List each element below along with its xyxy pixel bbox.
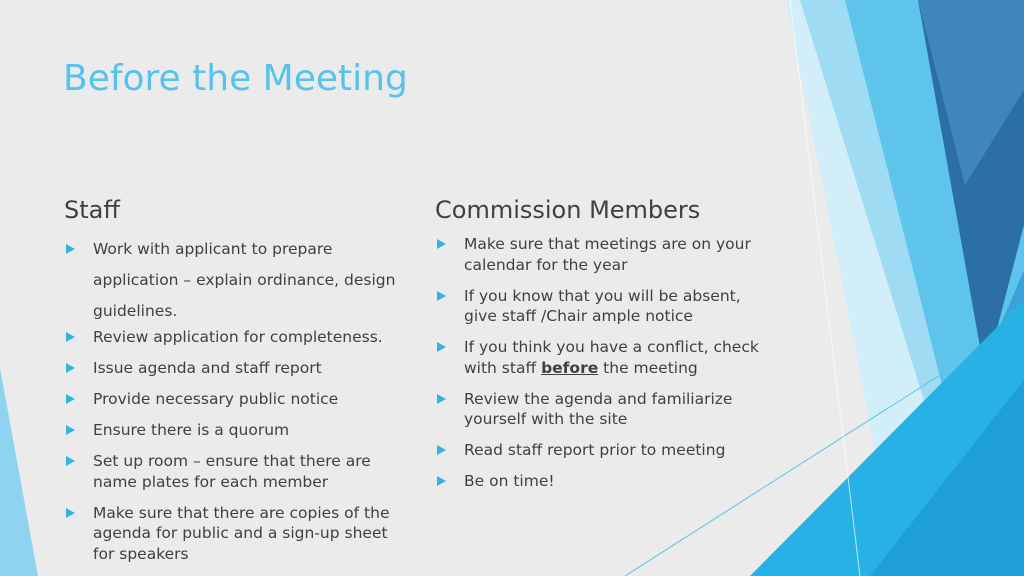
bullet-arrow-icon xyxy=(66,332,75,342)
staff-item xyxy=(64,358,404,379)
bullet-arrow-icon xyxy=(66,456,75,466)
bullet-arrow-icon xyxy=(66,508,75,518)
bullet-arrow-icon xyxy=(437,239,446,249)
member-item xyxy=(435,440,765,461)
bullet-arrow-icon xyxy=(66,394,75,404)
staff-item-text: Issue agenda and staff report xyxy=(93,358,322,377)
commission-members-list xyxy=(435,234,765,502)
staff-item-text: Set up room – ensure that there are name plates for each member xyxy=(93,451,371,491)
staff-item-text: Work with applicant to prepare application – explain ordinance, design guidelines. xyxy=(93,240,396,320)
bullet-arrow-icon xyxy=(66,363,75,373)
member-item xyxy=(435,286,765,327)
left-edge-stripe xyxy=(0,368,38,576)
staff-item xyxy=(64,327,404,348)
staff-item-text: Review application for completeness. xyxy=(93,328,383,346)
member-item xyxy=(435,337,765,378)
bullet-arrow-icon xyxy=(66,244,75,254)
member-item-text: Be on time! xyxy=(464,472,555,491)
member-item xyxy=(435,234,765,275)
bullet-arrow-icon xyxy=(437,291,446,301)
member-item-text: Make sure that meetings are on your calendar for the year xyxy=(464,235,751,274)
emphasized-word: before xyxy=(541,358,599,377)
member-item xyxy=(435,389,765,430)
bullet-arrow-icon xyxy=(437,445,446,455)
slide-title: Before the Meeting xyxy=(63,58,408,99)
bullet-arrow-icon xyxy=(437,476,446,486)
member-item-text: Review the agenda and familiarize yourself with the site xyxy=(464,389,733,429)
member-item-text: Read staff report prior to meeting xyxy=(464,441,726,460)
staff-item xyxy=(64,451,404,492)
staff-item-text: Make sure that there are copies of the agenda for public and a sign-up sheet for speakers xyxy=(93,503,390,563)
bullet-arrow-icon xyxy=(437,394,446,404)
staff-list xyxy=(64,234,404,575)
staff-item xyxy=(64,234,404,327)
staff-item-text: Ensure there is a quorum xyxy=(93,420,290,439)
bullet-arrow-icon xyxy=(66,425,75,435)
staff-item xyxy=(64,420,404,441)
member-item xyxy=(435,471,765,492)
staff-item-text: Provide necessary public notice xyxy=(93,389,339,408)
commission-members-heading: Commission Members xyxy=(435,196,701,224)
staff-item xyxy=(64,389,404,410)
staff-heading: Staff xyxy=(64,196,120,224)
member-item-text-start: If you think you have a conflict, check with staff xyxy=(464,338,759,377)
staff-item xyxy=(64,503,404,565)
member-item-text: If you know that you will be absent, give staff /Chair ample notice xyxy=(464,286,741,326)
member-item-text-end: the meeting xyxy=(598,358,698,377)
bullet-arrow-icon xyxy=(437,342,446,352)
